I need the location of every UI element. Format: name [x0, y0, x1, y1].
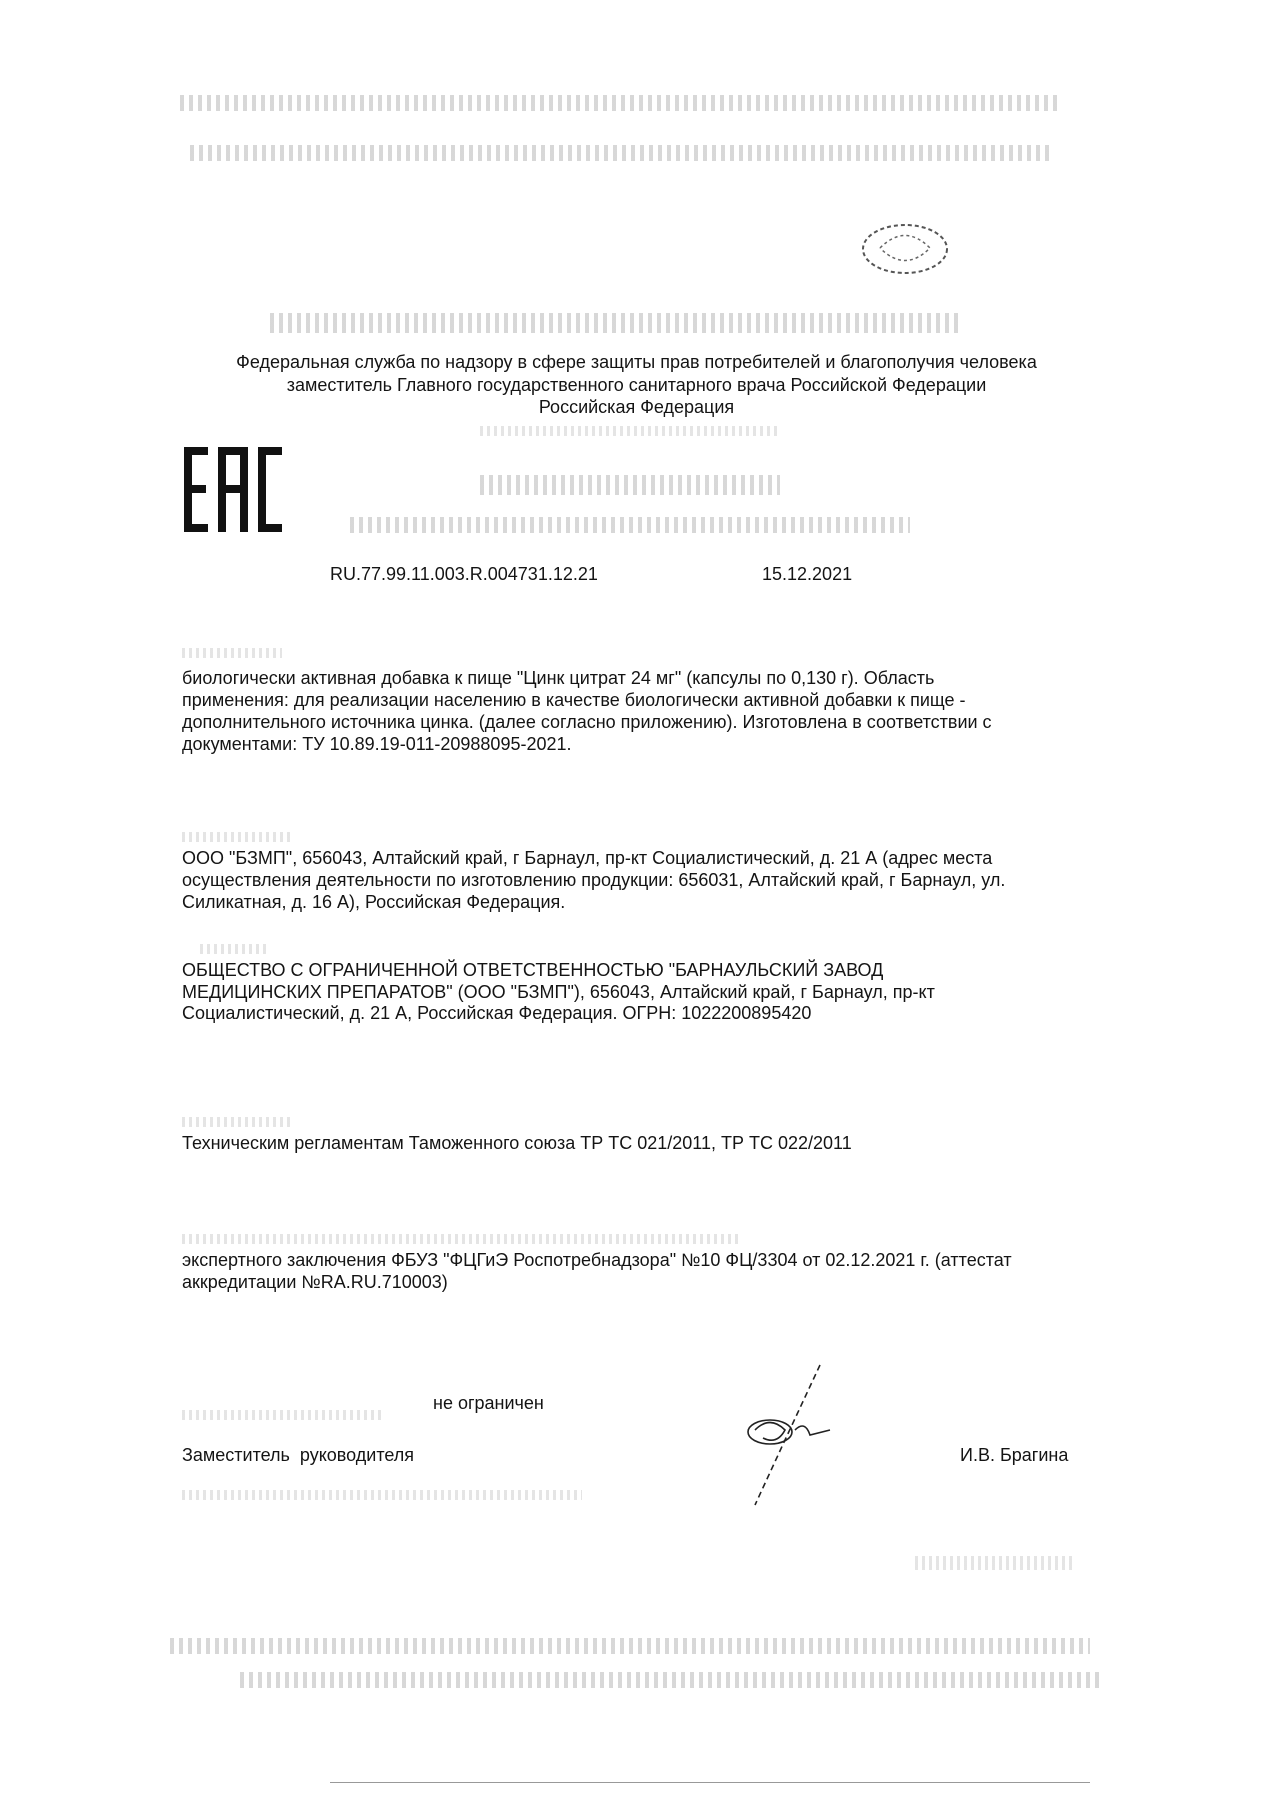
- product-line: применения: для реализации населению в качестве биологически активной добавки к пище -: [182, 690, 966, 710]
- eac-logo: [184, 447, 284, 532]
- faint-footer-line-1: [170, 1638, 1090, 1654]
- faint-label-validity: [182, 1410, 382, 1420]
- product-line: биологически активная добавка к пище "Цинк цитрат 24 мг" (капсулы по 0,130 г). Область: [182, 668, 935, 688]
- header-position: заместитель Главного государственного санитарного врача Российской Федерации: [286, 375, 987, 395]
- faint-label-product: [182, 648, 282, 658]
- faint-label-compliance: [182, 1117, 292, 1127]
- manufacturer-line: осуществления деятельности по изготовлению продукции: 656031, Алтайский край, г Барнаул, ул.: [182, 870, 1006, 890]
- header-country: Российская Федерация: [538, 397, 735, 417]
- product-line: документами: ТУ 10.89.19-011-20988095-2021.: [182, 734, 572, 754]
- faint-certificate-title: [480, 475, 780, 495]
- signatory-name: И.В. Брагина: [960, 1445, 1069, 1465]
- header-agency: Федеральная служба по надзору в сфере защиты прав потребителей и благополучия человека: [236, 352, 1037, 372]
- manufacturer-line: ООО "БЗМП", 656043, Алтайский край, г Барнаул, пр-кт Социалистический, д. 21 А (адрес места: [182, 848, 993, 868]
- recipient-line: ОБЩЕСТВО С ОГРАНИЧЕННОЙ ОТВЕТСТВЕННОСТЬЮ "БАРНАУЛЬСКИЙ ЗАВОД: [182, 960, 884, 980]
- faint-subtitle: [480, 426, 780, 436]
- faint-header-line-2: [190, 145, 1050, 161]
- faint-label-recipient: [200, 944, 270, 954]
- emblem-icon: [855, 218, 955, 280]
- faint-serial: [915, 1556, 1075, 1570]
- registration-date: 15.12.2021: [762, 564, 853, 584]
- faint-footer-line-2: [240, 1672, 1100, 1688]
- faint-footnote: [182, 1490, 582, 1500]
- faint-certificate-subtitle: [350, 517, 910, 533]
- signatory-position: Заместитель руководителя: [182, 1445, 415, 1465]
- faint-label-basis: [182, 1234, 742, 1244]
- bottom-rule: [330, 1782, 1090, 1783]
- compliance-line: Техническим регламентам Таможенного союза ТР ТС 021/2011, ТР ТС 022/2011: [182, 1133, 852, 1153]
- handwritten-signature: [725, 1360, 865, 1510]
- faint-union-title: [270, 313, 960, 333]
- validity-value: не ограничен: [433, 1393, 544, 1413]
- recipient-line: МЕДИЦИНСКИХ ПРЕПАРАТОВ" (ООО "БЗМП"), 656043, Алтайский край, г Барнаул, пр-кт: [182, 982, 935, 1002]
- manufacturer-line: Силикатная, д. 16 А), Российская Федерация.: [182, 892, 566, 912]
- basis-line: аккредитации №RA.RU.710003): [182, 1272, 448, 1292]
- faint-label-manufacturer: [182, 832, 292, 842]
- recipient-line: Социалистический, д. 21 А, Российская Федерация. ОГРН: 1022200895420: [182, 1003, 812, 1023]
- registration-number: RU.77.99.11.003.R.004731.12.21: [330, 564, 598, 584]
- basis-line: экспертного заключения ФБУЗ "ФЦГиЭ Роспотребнадзора" №10 ФЦ/3304 от 02.12.2021 г. (аттестат: [182, 1250, 1012, 1270]
- faint-header-line-1: [180, 95, 1060, 111]
- product-line: дополнительного источника цинка. (далее согласно приложению). Изготовлена в соответствии с: [182, 712, 992, 732]
